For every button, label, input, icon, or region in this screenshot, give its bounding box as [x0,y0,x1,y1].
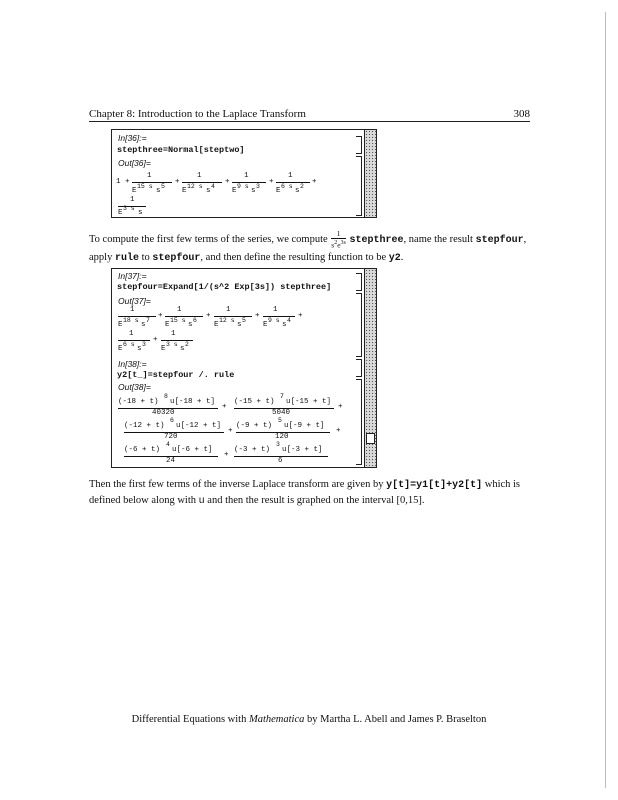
math-plus: + [338,403,343,411]
math-numerator: 1 [177,306,182,314]
math-numerator: 1 [197,172,202,180]
math-term-numerator: (-15 + t) [234,398,275,406]
math-exponent: 18 s [123,317,139,324]
math-s: s [206,187,211,195]
math-term-exponent: 3 [276,441,280,448]
math-term-exponent: 7 [280,393,284,400]
den-e-exp: 3s [340,240,346,246]
math-exponent: 15 s [137,183,153,190]
math-base: E [161,345,166,353]
input-label: In[38]:= [118,359,147,369]
math-plus: + [175,178,180,186]
math-exponent: 6 s [281,183,293,190]
math-plus: + [228,427,233,435]
math-numerator: 1 [130,196,135,204]
math-unit-step: u[-15 + t] [286,398,332,406]
math-exponent: 15 s [170,317,186,324]
math-plus: + [336,427,341,435]
math-base: E [165,321,170,329]
math-one: 1 [116,178,121,186]
math-term-numerator: (-9 + t) [236,422,273,430]
inline-code: stepfour [475,235,524,247]
math-power: 2 [300,183,304,190]
math-base: E [118,209,123,217]
cell-bracket[interactable] [356,359,362,377]
paragraph-1 [89,230,531,266]
math-term-denominator: 5040 [272,409,291,417]
inline-code: stepthree [349,235,404,247]
math-plus: + [224,451,229,459]
text: . [421,495,425,506]
math-s: s [188,321,193,329]
math-unit-step: u[-12 + t] [176,422,222,430]
inline-code: y2 [388,252,401,264]
text: to [141,251,150,263]
math-numerator: 1 [288,172,293,180]
math-unit-step: u[-6 + t] [172,446,213,454]
notebook-cell-37-38 [111,268,377,468]
text: , name the result [403,234,473,246]
input-code[interactable]: stepfour=Expand[1/(s^2 Exp[3s]) stepthree] [117,282,332,292]
math-power: 2 [185,341,189,348]
math-base: E [263,321,268,329]
notebook-cell-36 [111,129,377,218]
text: Then the first few terms of the inverse Laplace transform are given by [89,479,384,490]
output-label: Out[37]= [118,296,151,306]
math-term-exponent: 4 [166,441,170,448]
text: . [400,251,404,263]
input-code[interactable]: stepthree=Normal[steptwo] [117,145,245,155]
math-base: E [182,187,187,195]
math-s: s [156,187,161,195]
cell-bracket[interactable] [356,136,362,154]
math-numerator: 1 [171,330,176,338]
interval: [0,15] [396,495,422,506]
header-rule [89,121,530,122]
input-label: In[37]:= [118,271,147,281]
math-base: E [132,187,137,195]
math-s: s [282,321,287,329]
math-exponent: 12 s [187,183,203,190]
fraction [331,230,346,250]
math-term-exponent: 6 [170,417,174,424]
scrollbar[interactable] [364,130,376,217]
footer-text: by Martha L. Abell and James P. Braselton [307,714,487,725]
input-code[interactable]: y2[t_]=stepfour /. rule [117,370,235,380]
text: , and then define the resulting function to be [200,251,387,263]
math-exponent: 3 s [166,341,178,348]
math-exponent: 12 s [219,317,235,324]
math-s: s [295,187,300,195]
math-numerator: 1 [130,306,135,314]
inline-code: stepfour [152,252,201,264]
math-exponent: 9 s [268,317,280,324]
page-edge [605,12,606,788]
math-exponent: 3 s [123,205,135,212]
math-term-numerator: (-6 + t) [124,446,161,454]
math-term-denominator: 24 [166,457,176,465]
math-power: 4 [211,183,215,190]
math-numerator: 1 [244,172,249,180]
text: , apply [89,234,527,263]
text: and then the result is graphed on the interval [207,495,394,506]
output-label: Out[38]= [118,382,151,392]
math-numerator: 1 [129,330,134,338]
math-s: s [237,321,242,329]
math-term-denominator: 120 [275,433,289,441]
math-power: 4 [287,317,291,324]
math-s: s [141,321,146,329]
math-plus: + [269,178,274,186]
den-exp: 2 [334,240,338,246]
inline-code: rule [114,252,139,264]
math-exponent: 6 s [123,341,135,348]
math-plus: + [153,336,158,344]
math-numerator: 1 [226,306,231,314]
math-term-numerator: (-3 + t) [234,446,271,454]
math-term-numerator: (-18 + t) [118,398,159,406]
math-power: 3 [142,341,146,348]
math-s: s [251,187,256,195]
cell-bracket[interactable] [356,379,362,465]
page-footer [0,714,618,725]
math-base: E [232,187,237,195]
cell-bracket[interactable] [356,273,362,291]
math-unit-step: u[-3 + t] [282,446,323,454]
math-power: 6 [193,317,197,324]
math-s: s [138,209,143,217]
math-power: 7 [146,317,150,324]
math-base: E [276,187,281,195]
math-numerator: 1 [147,172,152,180]
math-numerator: 1 [273,306,278,314]
math-term-denominator: 40320 [152,409,175,417]
running-header: Chapter 8: Introduction to the Laplace Transform [89,108,306,120]
math-plus: + [225,178,230,186]
page-number: 308 [513,108,530,120]
math-plus: + [255,312,260,320]
math-unit-step: u[-9 + t] [284,422,325,430]
math-term-exponent: 5 [278,417,282,424]
footer-text: Differential Equations with [131,714,247,725]
math-power: 5 [242,317,246,324]
math-plus: + [125,178,130,186]
math-power: 5 [161,183,165,190]
inline-code: y[t]=y1[t]+y2[t] [386,480,483,491]
cell-bracket[interactable] [356,156,362,216]
math-s: s [180,345,185,353]
fraction-numerator: 1 [331,230,346,239]
math-base: E [214,321,219,329]
cell-bracket[interactable] [356,293,362,357]
math-unit-step: u[-18 + t] [170,398,216,406]
math-term-denominator: 6 [278,457,283,465]
math-plus: + [298,312,303,320]
paragraph-2 [89,477,531,509]
math-plus: + [206,312,211,320]
math-exponent: 9 s [237,183,249,190]
den-base: s [331,240,335,250]
math-term-exponent: 8 [164,393,168,400]
input-label: In[36]:= [118,133,147,143]
math-plus: + [312,178,317,186]
text: which is defined below along with [89,479,521,506]
scrollbar-thumb[interactable] [366,433,375,444]
footer-italic: Mathematica [248,714,305,725]
math-power: 3 [256,183,260,190]
inline-code: u [198,496,205,507]
text: To compute the first few terms of the series, we compute [89,234,328,246]
math-term-denominator: 720 [164,433,178,441]
math-plus: + [222,403,227,411]
output-label: Out[36]= [118,158,151,168]
math-base: E [118,345,123,353]
math-plus: + [158,312,163,320]
math-s: s [137,345,142,353]
den-e: e [337,240,341,250]
scrollbar[interactable] [364,269,376,467]
fraction-denominator [331,239,346,250]
math-base: E [118,321,123,329]
math-term-numerator: (-12 + t) [124,422,165,430]
